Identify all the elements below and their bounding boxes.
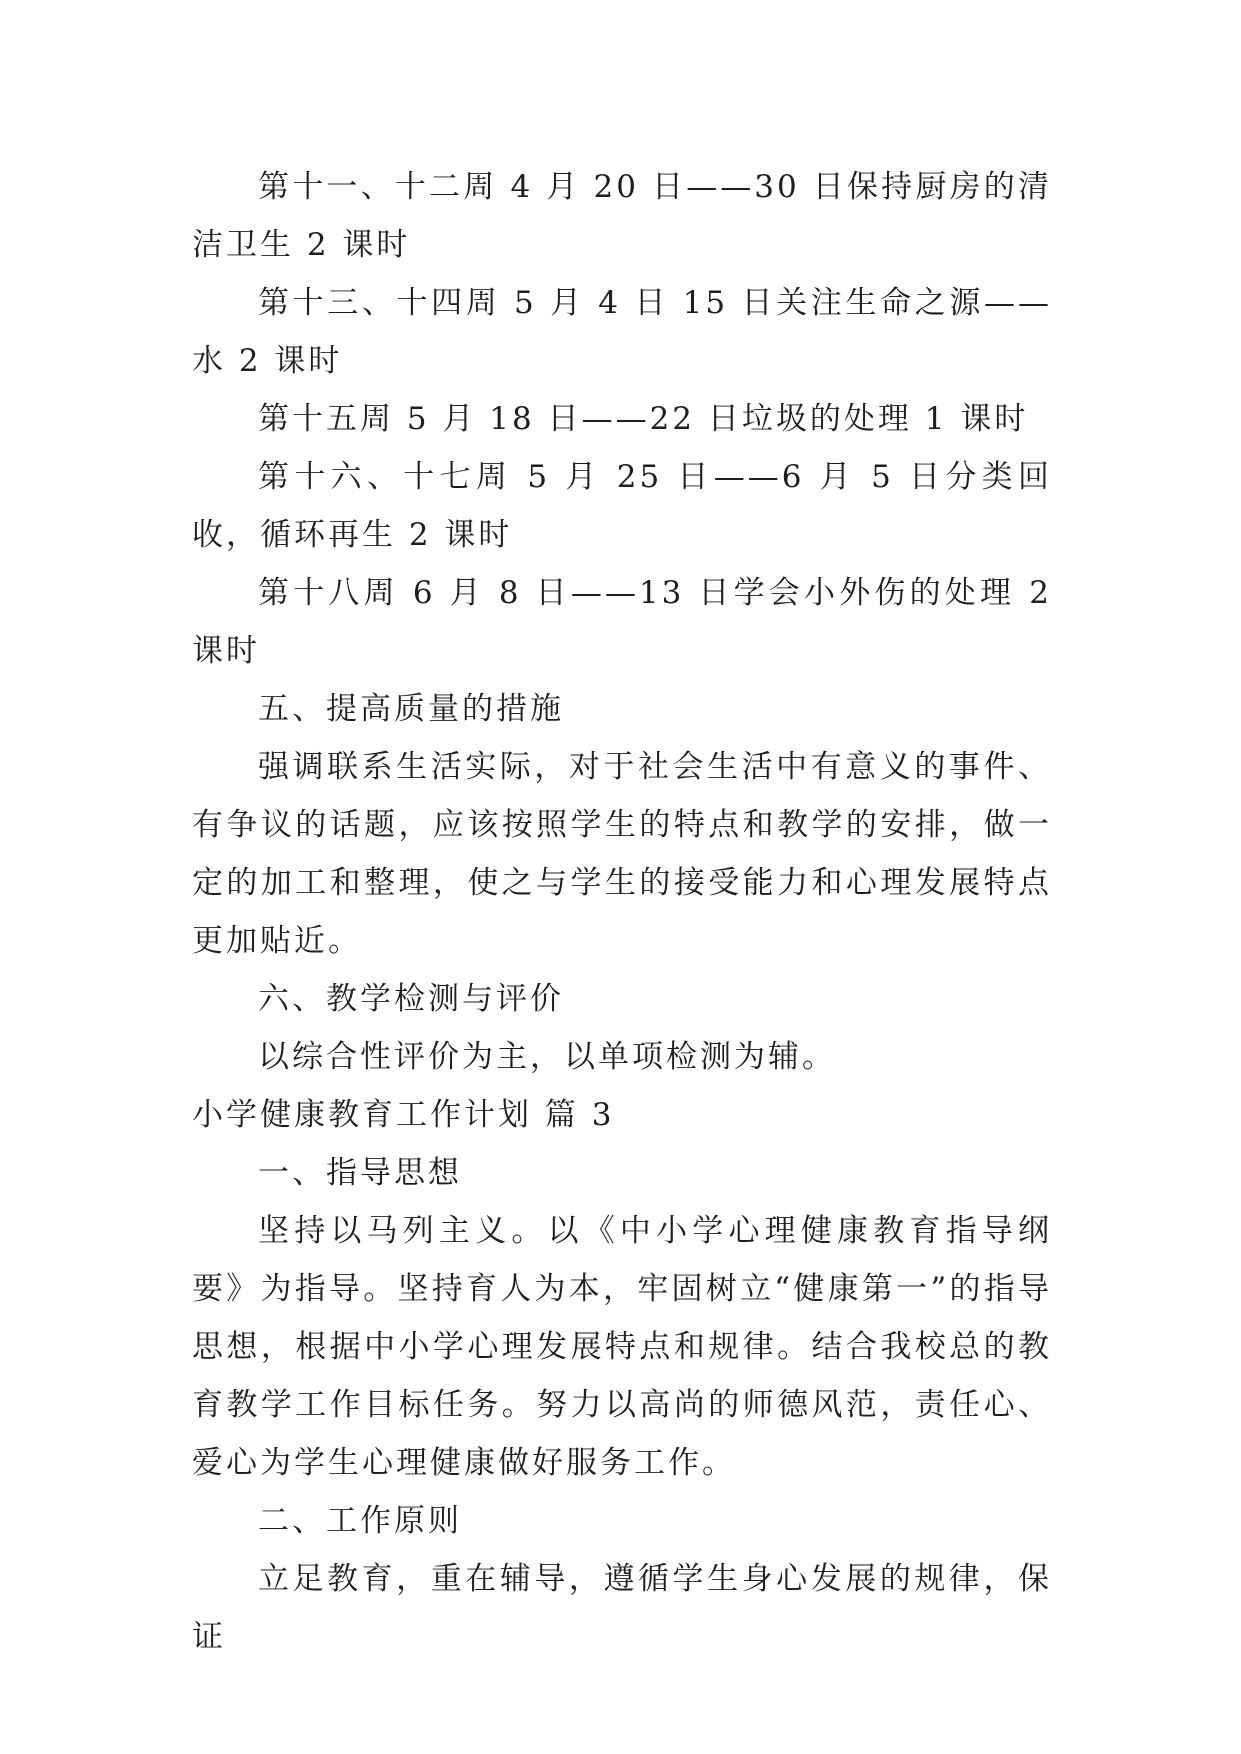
schedule-week-15: 第十五周 5 月 18 日——22 日垃圾的处理 1 课时 xyxy=(258,401,1029,437)
guiding-thought-paragraph: 坚持以马列主义。以《中小学心理健康教育指导纲要》为指导。坚持育人为本，牢固树立“健康第一”的指导思想，根据中小学心理发展特点和规律。结合我校总的教育教学工作目标任务。努力以高尚的师德风范，责任心、爱心为学生心理健康做好服务工作。 xyxy=(192,1213,1052,1481)
schedule-week-16-17: 第十六、十七周 5 月 25 日——6 月 5 日分类回收，循环再生 2 课时 xyxy=(192,459,1052,553)
schedule-week-13-14: 第十三、十四周 5 月 4 日 15 日关注生命之源——水 2 课时 xyxy=(192,285,1052,379)
work-principles-paragraph: 立足教育，重在辅导，遵循学生身心发展的规律，保证 xyxy=(192,1561,1052,1655)
document-body xyxy=(192,158,1052,1666)
section-heading-evaluation: 六、教学检测与评价 xyxy=(258,981,564,1017)
section-heading-guiding-thought: 一、指导思想 xyxy=(258,1155,462,1191)
section-heading-work-principles: 二、工作原则 xyxy=(258,1503,462,1539)
schedule-week-11-12: 第十一、十二周 4 月 20 日——30 日保持厨房的清洁卫生 2 课时 xyxy=(192,169,1052,263)
schedule-week-18: 第十八周 6 月 8 日——13 日学会小外伤的处理 2 课时 xyxy=(192,575,1052,669)
section-heading-measures: 五、提高质量的措施 xyxy=(258,691,564,727)
measures-paragraph: 强调联系生活实际，对于社会生活中有意义的事件、有争议的话题，应该按照学生的特点和教学的安排，做一定的加工和整理，使之与学生的接受能力和心理发展特点更加贴近。 xyxy=(192,749,1052,959)
plan-section-title: 小学健康教育工作计划 篇 3 xyxy=(192,1097,615,1133)
evaluation-paragraph: 以综合性评价为主，以单项检测为辅。 xyxy=(258,1039,836,1075)
